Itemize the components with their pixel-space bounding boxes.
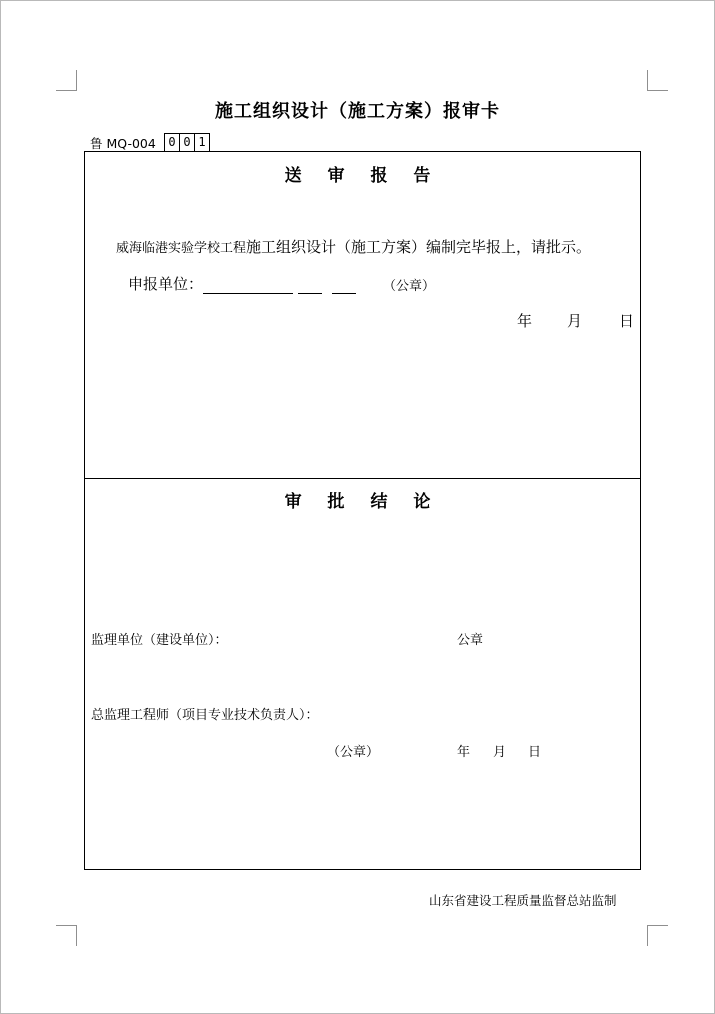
section-divider bbox=[85, 478, 640, 479]
approval-date-day: 日 bbox=[528, 745, 542, 760]
report-heading: 送 审 报 告 bbox=[284, 166, 441, 186]
approval-heading: 审 批 结 论 bbox=[284, 492, 441, 512]
crop-mark-bottom-right bbox=[647, 925, 668, 946]
form-title: 施工组织设计（施工方案）报审卡 bbox=[215, 101, 500, 122]
report-statement bbox=[116, 236, 591, 257]
form-code-label: 鲁 MQ-004 bbox=[90, 136, 156, 151]
form-code-digit: 1 bbox=[194, 133, 210, 151]
applicant-blank[interactable] bbox=[332, 279, 356, 294]
statement-text: 施工组织设计（施工方案）编制完毕报上，请批示。 bbox=[246, 238, 592, 256]
applicant-label: 申报单位： bbox=[128, 275, 204, 293]
supervisor-label: 监理单位（建设单位）： bbox=[91, 633, 228, 648]
approval-date-month: 月 bbox=[493, 745, 507, 760]
form-code-digit: 0 bbox=[179, 133, 195, 151]
approval-seal: （公章） bbox=[327, 745, 380, 760]
crop-mark-top-left bbox=[56, 70, 77, 91]
applicant-blank[interactable] bbox=[298, 279, 322, 294]
report-date-year: 年 bbox=[517, 312, 533, 330]
form-frame bbox=[84, 151, 641, 870]
footer-issuer: 山东省建设工程质量监督总站监制 bbox=[429, 893, 617, 908]
crop-mark-bottom-left bbox=[56, 925, 77, 946]
supervisor-seal: 公章 bbox=[457, 633, 484, 648]
applicant-blank[interactable] bbox=[203, 279, 293, 294]
form-code-digit: 0 bbox=[164, 133, 180, 151]
approval-date-year: 年 bbox=[457, 745, 471, 760]
applicant-line bbox=[128, 273, 356, 294]
crop-mark-top-right bbox=[647, 70, 668, 91]
report-seal: （公章） bbox=[383, 279, 436, 294]
report-date-day: 日 bbox=[619, 312, 635, 330]
engineer-label: 总监理工程师（项目专业技术负责人）： bbox=[91, 708, 319, 723]
report-date-month: 月 bbox=[567, 312, 583, 330]
project-name: 威海临港实验学校工程 bbox=[116, 241, 247, 256]
